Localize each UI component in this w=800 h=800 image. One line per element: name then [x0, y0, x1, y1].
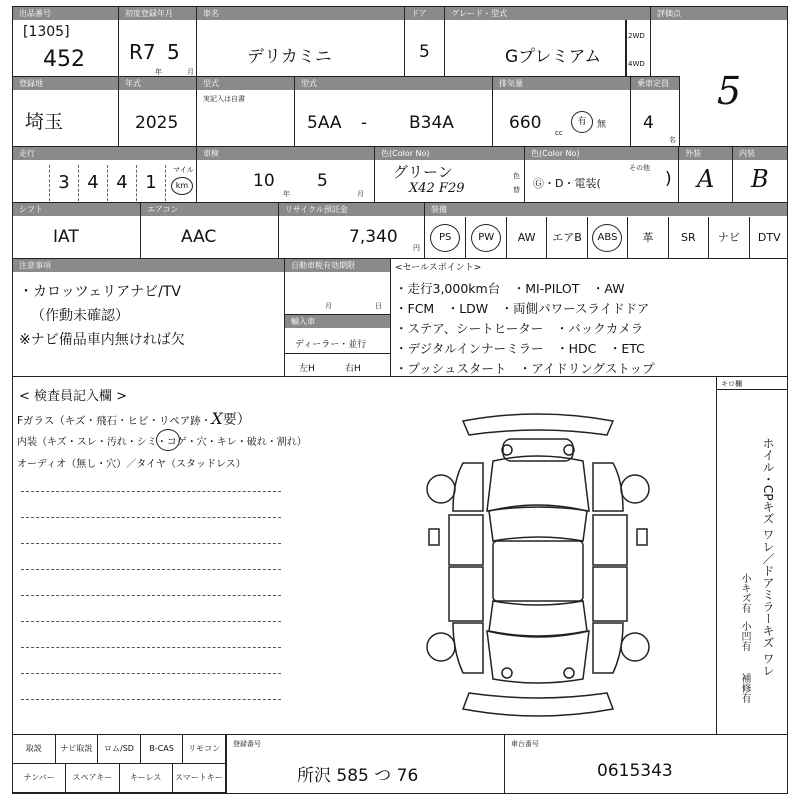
plate-label: 登録番号 [233, 740, 261, 748]
interior-stain-circle [156, 429, 180, 451]
recycle-cell [278, 202, 426, 260]
rear-window [489, 601, 587, 636]
equipment-item [425, 217, 465, 259]
equipment-circled-mark: PS [430, 224, 460, 252]
color-header: 色(Color No) [375, 147, 525, 160]
inspection-header: 車検 [197, 147, 375, 160]
equipment-item: DTV [749, 217, 789, 259]
equipment-circled-mark: PW [471, 224, 501, 252]
model-code-cell [294, 76, 494, 148]
notes-line-2: （作動未確認） [31, 308, 129, 324]
ownership-no: 無 [597, 120, 607, 130]
mileage-digit: 4 [79, 165, 108, 201]
drive-4wd: 4WD [628, 60, 645, 68]
interior-condition: 内装（キズ・スレ・汚れ・シミ・コゲ・穴・キレ・破れ・割れ） [17, 437, 307, 448]
side-note-label: キロ欄 [721, 380, 742, 388]
wheel-rear-left [427, 633, 455, 661]
model-year-cell [118, 76, 198, 148]
equipment-item: 革 [627, 217, 667, 259]
front-door-left [449, 515, 483, 565]
grade-header: グレード・型式 [445, 7, 651, 20]
interior-grade-header: 内装 [733, 147, 787, 160]
sales-point-line-1: ・走行3,000km台 ・MI-PILOT ・AW [395, 281, 625, 296]
option-item: キーレス [120, 764, 173, 793]
chassis-number: 0615343 [597, 761, 673, 781]
equipment-list [425, 217, 787, 259]
exterior-grade-cell [678, 146, 734, 204]
option-item: スマートキー [173, 764, 226, 793]
mileage-digit: 3 [50, 165, 79, 201]
inspection-month: 5 [317, 171, 328, 191]
ac-cell [140, 202, 280, 260]
mirror-right [637, 529, 647, 545]
mileage-digit: 1 [137, 165, 166, 201]
equipment-item: SR [668, 217, 708, 259]
rear-fender-right [593, 623, 623, 673]
option-item: ナビ取説 [56, 735, 99, 764]
mileage-unit-mile: マイル [173, 166, 194, 174]
options-grid [12, 734, 228, 794]
equipment-header: 装備 [425, 203, 787, 216]
import-header: 輸入車 [285, 315, 391, 328]
displacement-cell [492, 76, 632, 148]
reg-era: R7 [129, 40, 156, 64]
auction-sheet [12, 6, 788, 794]
taillight-left [502, 668, 512, 678]
mileage-unit-km-circled: km [171, 177, 193, 195]
front-fender-right [593, 463, 623, 511]
chassis-cell [504, 734, 788, 794]
recycle-header: リサイクル預託金 [279, 203, 425, 216]
sales-point-line-5: ・プッシュスタート ・アイドリングストップ [395, 361, 655, 376]
other-label: その他 [629, 164, 650, 172]
color-side-2: 替 [513, 186, 520, 194]
front-door-right [593, 515, 627, 565]
recycle-unit: 円 [413, 244, 420, 252]
lot-header: 出品番号 [13, 7, 119, 20]
rear-fender-left [453, 623, 483, 673]
inspection-cell [196, 146, 376, 204]
model-code-header: 型式 [295, 77, 493, 90]
model-year: 2025 [135, 113, 179, 133]
seats-unit: 名 [669, 136, 676, 144]
displacement: 660 [509, 113, 542, 133]
car-name: デリカミニ [247, 47, 332, 67]
equipment-item: AW [506, 217, 546, 259]
steering-right: 右H [345, 364, 361, 374]
color-code: X42 F29 [409, 181, 465, 196]
exterior-grade: A [697, 165, 715, 193]
rear-door-left [449, 567, 483, 621]
displacement-unit: cc [555, 129, 563, 137]
option-item: スペアキー [66, 764, 119, 793]
reg-month-unit: 月 [187, 68, 194, 76]
wheel-rear-right [621, 633, 649, 661]
option-item: B-CAS [141, 735, 184, 764]
inspection-month-unit: 月 [357, 190, 364, 198]
model-prefix: 5AA [307, 113, 342, 133]
tax-day-unit: 日 [375, 302, 382, 310]
seats-header: 乗車定員 [631, 77, 679, 90]
front-fender-left [453, 463, 483, 511]
mileage-digit: 4 [108, 165, 137, 201]
car-diagram [423, 411, 653, 721]
sales-points-cell [390, 258, 788, 378]
first-reg-header: 初度登録年月 [119, 7, 197, 20]
doors: 5 [419, 42, 430, 62]
notes-line-1: ・カロッツェリアナビ/TV [19, 284, 182, 300]
reg-year-unit: 年 [155, 68, 162, 76]
color-cell [374, 146, 526, 204]
f-glass-line [17, 409, 251, 429]
option-item: ロム/SD [98, 735, 141, 764]
transmission: IAT [53, 227, 79, 247]
score: 5 [717, 69, 742, 113]
mileage-digit [21, 165, 50, 201]
options-list [13, 735, 227, 793]
seats-cell [630, 76, 680, 148]
doors-cell [404, 6, 446, 78]
rear-bumper [463, 693, 613, 716]
grade-cell [444, 6, 652, 78]
notes-line-3: ※ナビ備品車内無ければ欠 [19, 332, 185, 348]
ac: AAC [181, 227, 217, 247]
grade: Gプレミアム [505, 47, 602, 67]
color: グリーン [393, 163, 453, 181]
plate-cell [226, 734, 506, 794]
taillight-right [564, 668, 574, 678]
sales-point-line-4: ・デジタルインナーミラー ・HDC ・ETC [395, 341, 645, 356]
region-header: 登録地 [13, 77, 119, 90]
roof [493, 541, 583, 601]
first-reg-cell [118, 6, 198, 78]
tax-expiry-cell [284, 258, 392, 316]
inspection-year-unit: 年 [283, 190, 290, 198]
option-item: ナンバー [13, 764, 66, 793]
lot-number: 452 [43, 47, 85, 72]
rear-door-right [593, 567, 627, 621]
paint-options: Ⓖ・D・電装( [533, 177, 601, 190]
import-value: ディーラー・並行 [295, 340, 367, 350]
audio-tire-line: オーディオ（無し・穴）／タイヤ（スタッドレス） [17, 459, 246, 470]
side-note-repair: 補修有 [739, 673, 750, 703]
recycle-fee: 7,340 [349, 227, 398, 247]
f-glass-req: 要） [222, 412, 251, 428]
equipment-item: ナビ [708, 217, 748, 259]
mileage-cell [12, 146, 198, 204]
sales-point-line-2: ・FCM ・LDW ・両側パワースライドドア [395, 301, 650, 316]
f-glass-mark: X [211, 409, 223, 428]
side-note-scratch: 小キズ有 [739, 573, 750, 613]
equipment-item [465, 217, 505, 259]
steering-left: 左H [299, 364, 315, 374]
displacement-header: 排気量 [493, 77, 631, 90]
hood [487, 456, 589, 511]
wheel-front-right [621, 475, 649, 503]
f-glass-text: Fガラス（キズ・飛石・ヒビ・リペア跡・ [17, 415, 212, 427]
seats: 4 [643, 113, 654, 133]
model-note-cell [196, 76, 296, 148]
paint-close: ) [665, 169, 672, 189]
score-header: 評価点 [651, 7, 787, 20]
car-name-header: 車名 [197, 7, 405, 20]
sales-point-line-3: ・ステア、シートヒーター ・バックカメラ [395, 321, 644, 336]
option-item: リモコン [183, 735, 226, 764]
equipment-cell [424, 202, 788, 260]
tax-month-unit: 月 [325, 302, 332, 310]
windshield [489, 505, 587, 541]
doors-header: ドア [405, 7, 445, 20]
lot-cell [12, 6, 120, 78]
model-note-header: 型式 [197, 77, 295, 90]
inspector-cell [12, 376, 718, 736]
option-item: 取説 [13, 735, 56, 764]
mileage-header: 走行 [13, 147, 197, 160]
side-note-dent: 小凹有 [739, 621, 750, 651]
exterior-grade-header: 外装 [679, 147, 733, 160]
paint-header: 色(Color No) [525, 147, 679, 160]
equipment-item [587, 217, 627, 259]
auction-code: [1305] [23, 24, 70, 40]
interior-grade: B [751, 165, 769, 193]
transmission-header: シフト [13, 203, 141, 216]
import-cell [284, 314, 392, 378]
sales-points-label: <セールスポイント> [395, 263, 482, 273]
model-year-header: 年式 [119, 77, 197, 90]
side-note-cell [716, 376, 788, 736]
inspector-title: < 検査員記入欄 > [19, 389, 128, 404]
equipment-item: エアB [546, 217, 586, 259]
side-note-main: ホイル・CPキズ ワレ／ドアミラーキズ ワレ [761, 437, 775, 677]
ownership-yes-circled: 有 [571, 111, 593, 133]
wheel-front-left [427, 475, 455, 503]
chassis-label: 車台番号 [511, 740, 539, 748]
front-bumper [463, 414, 613, 435]
equipment-circled-mark: ABS [592, 224, 622, 252]
paint-cell [524, 146, 680, 204]
region-cell [12, 76, 120, 148]
tax-expiry-header: 自動車税有効期限 [285, 259, 391, 272]
drive-2wd: 2WD [628, 32, 645, 40]
model-year-note: 実記入は自書 [203, 95, 245, 103]
inspection-year: 10 [253, 171, 275, 191]
color-side-1: 色 [513, 172, 520, 180]
reg-month: 5 [167, 40, 180, 64]
model-dash: - [361, 113, 368, 133]
model-code: B34A [409, 113, 454, 133]
notes-cell [12, 258, 286, 378]
ac-header: エアコン [141, 203, 279, 216]
mirror-left [429, 529, 439, 545]
region: 埼玉 [25, 111, 64, 133]
plate-number: 所沢 585 つ 76 [297, 766, 419, 786]
car-name-cell [196, 6, 406, 78]
notes-header: 注意事項 [13, 259, 285, 272]
interior-grade-cell [732, 146, 788, 204]
transmission-cell [12, 202, 142, 260]
